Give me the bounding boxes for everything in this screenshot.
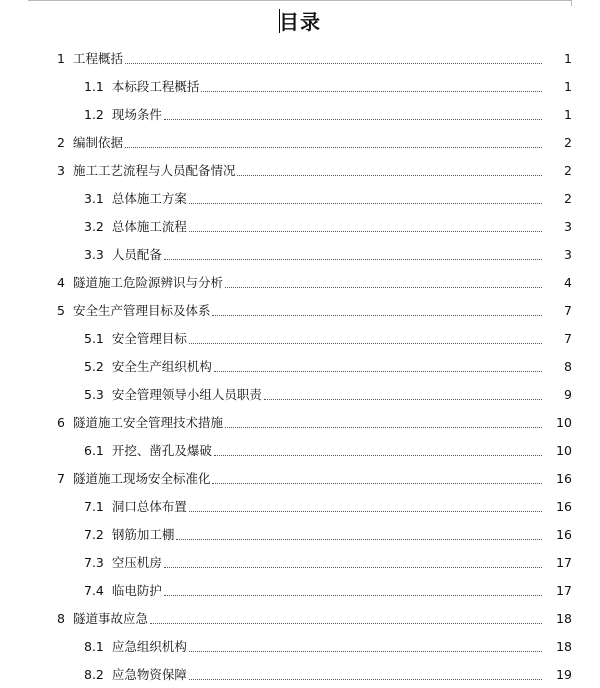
toc-entry-page: 2 xyxy=(564,134,572,150)
toc-entry[interactable] xyxy=(0,464,600,492)
toc-entry[interactable] xyxy=(0,352,600,380)
toc-entry-title: 总体施工方案 xyxy=(111,191,187,206)
toc-dot-leader xyxy=(264,399,542,400)
toc-entry-title: 施工工艺流程与人员配备情况 xyxy=(72,163,236,178)
toc-entry-page: 10 xyxy=(556,414,572,430)
toc-entry-number: 8.1 xyxy=(84,638,104,654)
toc-entry-page: 17 xyxy=(556,582,572,598)
toc-dot-leader xyxy=(164,595,542,596)
toc-entry-number: 8 xyxy=(57,610,65,626)
toc-entry-title: 开挖、凿孔及爆破 xyxy=(111,443,212,458)
toc-entry-page: 1 xyxy=(564,78,572,94)
toc-entry-page: 17 xyxy=(556,554,572,570)
toc-dot-leader xyxy=(189,343,542,344)
toc-entry-title: 隧道施工安全管理技术措施 xyxy=(72,415,223,430)
toc-entry-number: 1 xyxy=(57,50,65,66)
toc-entry-number: 3.2 xyxy=(84,218,104,234)
toc-entry-page: 8 xyxy=(564,358,572,374)
toc-entry-page: 19 xyxy=(556,666,572,682)
toc-entry-number: 5.1 xyxy=(84,330,104,346)
toc-entry[interactable] xyxy=(0,212,600,240)
toc-entry-page: 9 xyxy=(564,386,572,402)
toc-entry-number: 5.2 xyxy=(84,358,104,374)
toc-entry-title: 安全管理目标 xyxy=(111,331,187,346)
toc-dot-leader xyxy=(237,175,542,176)
toc-entry-title: 钢筋加工棚 xyxy=(111,527,175,542)
toc-entry-page: 3 xyxy=(564,246,572,262)
toc-dot-leader xyxy=(189,679,542,680)
toc-entry[interactable] xyxy=(0,324,600,352)
toc-dot-leader xyxy=(150,623,542,624)
toc-entry-number: 1.1 xyxy=(84,78,104,94)
toc-entry[interactable] xyxy=(0,632,600,660)
toc-entry-page: 1 xyxy=(564,50,572,66)
toc-entry-page: 16 xyxy=(556,526,572,542)
page-top-border xyxy=(28,0,572,1)
toc-entry-page: 1 xyxy=(564,106,572,122)
toc-entry-title: 应急物资保障 xyxy=(111,667,187,682)
toc-entry-page: 18 xyxy=(556,610,572,626)
toc-entry-number: 7.1 xyxy=(84,498,104,514)
toc-entry-number: 5.3 xyxy=(84,386,104,402)
table-of-contents xyxy=(0,44,600,688)
toc-entry-number: 8.2 xyxy=(84,666,104,682)
toc-entry[interactable] xyxy=(0,296,600,324)
toc-entry-number: 7.3 xyxy=(84,554,104,570)
toc-title: 目录 xyxy=(279,10,321,34)
toc-dot-leader xyxy=(212,315,542,316)
toc-entry-title: 现场条件 xyxy=(111,107,162,122)
toc-dot-leader xyxy=(225,427,542,428)
toc-dot-leader xyxy=(189,511,542,512)
toc-entry-number: 3.3 xyxy=(84,246,104,262)
toc-entry-number: 7 xyxy=(57,470,65,486)
toc-entry-number: 2 xyxy=(57,134,65,150)
toc-dot-leader xyxy=(176,539,542,540)
toc-entry-page: 2 xyxy=(564,162,572,178)
toc-entry-number: 1.2 xyxy=(84,106,104,122)
toc-entry[interactable] xyxy=(0,100,600,128)
toc-entry-number: 3 xyxy=(57,162,65,178)
toc-entry[interactable] xyxy=(0,660,600,688)
toc-entry-page: 4 xyxy=(564,274,572,290)
toc-entry-title: 洞口总体布置 xyxy=(111,499,187,514)
toc-entry-number: 7.2 xyxy=(84,526,104,542)
toc-entry[interactable] xyxy=(0,268,600,296)
toc-entry[interactable] xyxy=(0,436,600,464)
toc-entry-title: 总体施工流程 xyxy=(111,219,187,234)
toc-entry[interactable] xyxy=(0,128,600,156)
toc-entry-title: 编制依据 xyxy=(72,135,123,150)
toc-dot-leader xyxy=(201,91,542,92)
toc-entry-title: 隧道施工危险源辨识与分析 xyxy=(72,275,223,290)
toc-entry-number: 6 xyxy=(57,414,65,430)
toc-entry[interactable] xyxy=(0,492,600,520)
toc-entry[interactable] xyxy=(0,72,600,100)
toc-entry-number: 4 xyxy=(57,274,65,290)
toc-entry-number: 7.4 xyxy=(84,582,104,598)
toc-entry-title: 人员配备 xyxy=(111,247,162,262)
toc-entry-page: 10 xyxy=(556,442,572,458)
toc-entry-title: 工程概括 xyxy=(72,51,123,66)
toc-dot-leader xyxy=(125,63,542,64)
toc-entry[interactable] xyxy=(0,156,600,184)
toc-entry-page: 7 xyxy=(564,330,572,346)
toc-entry-page: 18 xyxy=(556,638,572,654)
toc-entry-page: 16 xyxy=(556,498,572,514)
toc-entry-number: 5 xyxy=(57,302,65,318)
toc-dot-leader xyxy=(189,651,542,652)
toc-dot-leader xyxy=(164,119,542,120)
toc-entry-title: 临电防护 xyxy=(111,583,162,598)
toc-entry[interactable] xyxy=(0,240,600,268)
toc-dot-leader xyxy=(189,231,542,232)
toc-entry-title: 隧道施工现场安全标准化 xyxy=(72,471,211,486)
toc-entry[interactable] xyxy=(0,548,600,576)
toc-dot-leader xyxy=(214,371,542,372)
toc-dot-leader xyxy=(189,203,542,204)
toc-entry-title: 应急组织机构 xyxy=(111,639,187,654)
toc-entry-title: 安全生产组织机构 xyxy=(111,359,212,374)
toc-entry[interactable] xyxy=(0,44,600,72)
toc-entry-title: 隧道事故应急 xyxy=(72,611,148,626)
toc-entry-page: 16 xyxy=(556,470,572,486)
toc-entry[interactable] xyxy=(0,380,600,408)
toc-dot-leader xyxy=(225,287,542,288)
toc-entry[interactable] xyxy=(0,576,600,604)
toc-dot-leader xyxy=(212,483,542,484)
toc-dot-leader xyxy=(214,455,542,456)
toc-dot-leader xyxy=(164,567,542,568)
toc-entry-page: 7 xyxy=(564,302,572,318)
toc-entry-title: 安全生产管理目标及体系 xyxy=(72,303,211,318)
toc-entry-number: 3.1 xyxy=(84,190,104,206)
toc-entry-title: 空压机房 xyxy=(111,555,162,570)
toc-entry-page: 3 xyxy=(564,218,572,234)
toc-entry-page: 2 xyxy=(564,190,572,206)
toc-entry[interactable] xyxy=(0,604,600,632)
toc-entry[interactable] xyxy=(0,408,600,436)
toc-entry-number: 6.1 xyxy=(84,442,104,458)
toc-dot-leader xyxy=(164,259,542,260)
toc-entry-title: 本标段工程概括 xyxy=(111,79,200,94)
toc-entry[interactable] xyxy=(0,184,600,212)
toc-entry[interactable] xyxy=(0,520,600,548)
toc-dot-leader xyxy=(125,147,542,148)
toc-entry-title: 安全管理领导小组人员职责 xyxy=(111,387,262,402)
